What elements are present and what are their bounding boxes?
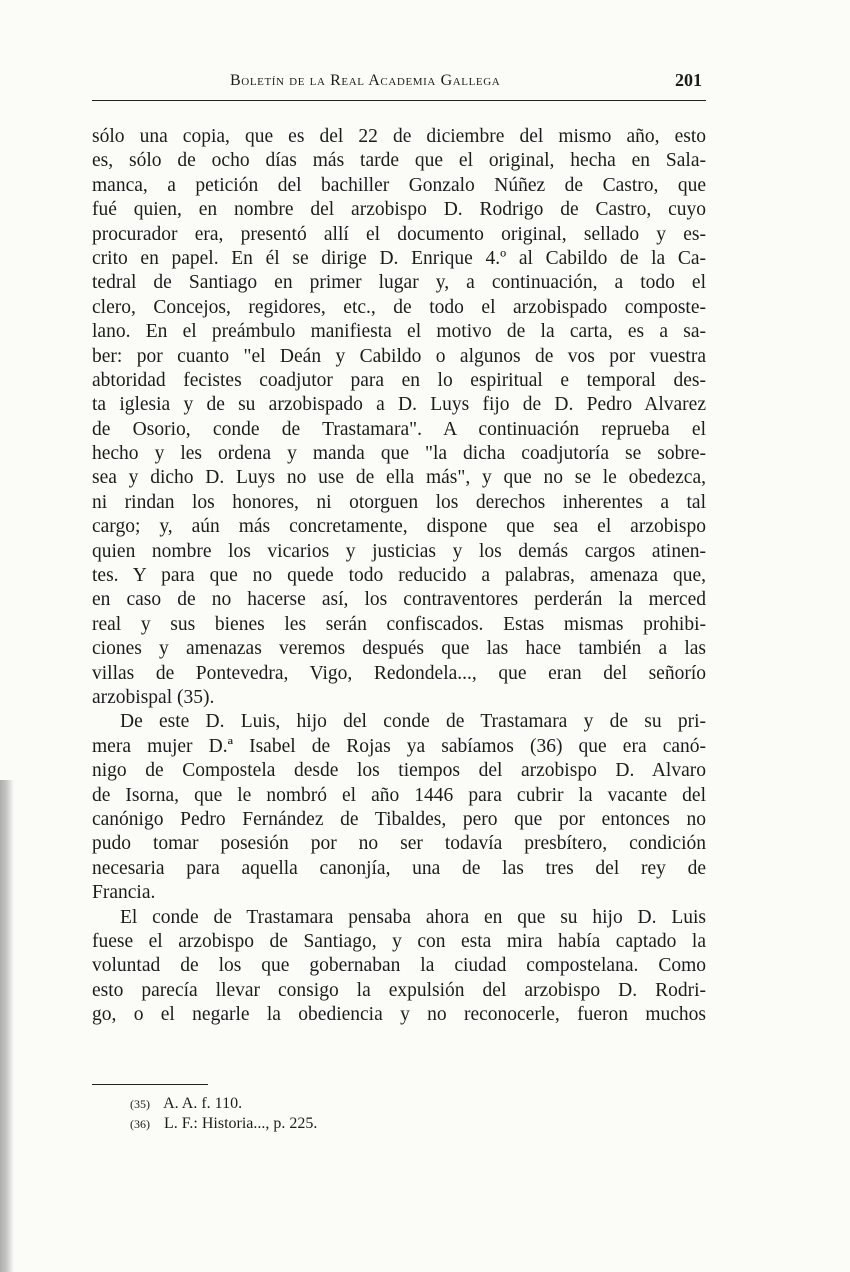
page-number: 201 (675, 70, 702, 90)
text-line: villas de Pontevedra, Vigo, Redondela..., que eran del señorío (92, 662, 706, 684)
text-line: pudo tomar posesión por no ser todavía presbítero, condición (92, 833, 706, 855)
text-line: ber: por cuanto "el Deán y Cabildo o algunos de vos por vuestra (92, 345, 706, 367)
text-line: tedral de Santiago en primer lugar y, a continuación, a todo el (92, 272, 706, 294)
text-line: De este D. Luis, hijo del conde de Trastamara y de su pri- (120, 711, 706, 733)
footnotes (130, 1094, 530, 1134)
text-line: ta iglesia y de su arzobispado a D. Luys fijo de D. Pedro Alvarez (92, 394, 706, 416)
text-line: fuese el arzobispo de Santiago, y con esta mira había captado la (92, 930, 706, 952)
text-line: hecho y les ordena y manda que "la dicha coadjutoría se sobre- (92, 443, 706, 465)
text-line: nigo de Compostela desde los tiempos del arzobispo D. Alvaro (92, 760, 706, 782)
footnote (130, 1114, 530, 1134)
text-line: go, o el negarle la obediencia y no reconocerle, fueron muchos (92, 1004, 706, 1026)
footnote-text: L. F.: Historia..., p. 225. (164, 1115, 318, 1132)
text-line: fué quien, en nombre del arzobispo D. Rodrigo de Castro, cuyo (92, 199, 706, 221)
text-line: ni rindan los honores, ni otorguen los derechos inherentes a tal (92, 491, 706, 513)
text-line: clero, Concejos, regidores, etc., de todo el arzobispado composte- (92, 296, 706, 318)
text-line: mera mujer D.ª Isabel de Rojas ya sabíamos (36) que era canó- (92, 735, 706, 757)
footnote-divider (92, 1084, 208, 1085)
text-line: abtoridad fecistes coadjutor para en lo espiritual e temporal des- (92, 369, 706, 391)
text-line: en caso de no hacerse así, los contraventores perderán la merced (92, 589, 706, 611)
text-line: de Isorna, que le nombró el año 1446 para cubrir la vacante del (92, 784, 706, 806)
text-line: procurador era, presentó allí el documento original, sellado y es- (92, 223, 706, 245)
footnote-number: (36) (130, 1117, 150, 1131)
text-line: tes. Y para que no quede todo reducido a palabras, amenaza que, (92, 565, 706, 587)
text-line: es, sólo de ocho días más tarde que el original, hecha en Sala- (92, 150, 706, 172)
text-line: manca, a petición del bachiller Gonzalo Núñez de Castro, que (92, 174, 706, 196)
footnote-number: (35) (130, 1097, 150, 1111)
text-line: crito en papel. En él se dirige D. Enrique 4.º al Cabildo de la Ca- (92, 247, 706, 269)
body-text (92, 125, 706, 1027)
running-title: Boletín de la Real Academia Gallega (230, 72, 501, 89)
footnote-text: A. A. f. 110. (163, 1095, 243, 1112)
text-line: sólo una copia, que es del 22 de diciembre del mismo año, esto (92, 126, 706, 147)
text-line: El conde de Trastamara pensaba ahora en que su hijo D. Luis (120, 906, 706, 928)
text-line: real y sus bienes les serán confiscados. Estas mismas prohibi- (92, 613, 706, 635)
text-line: voluntad de los que gobernaban la ciudad compostelana. Como (92, 955, 706, 977)
text-line: ciones y amenazas veremos después que las hace también a las (92, 638, 706, 660)
page-header (92, 70, 706, 101)
text-line: necesaria para aquella canonjía, una de las tres del rey de (92, 857, 706, 879)
scan-shadow-edge (0, 780, 14, 1272)
text-line: lano. En el preámbulo manifiesta el motivo de la carta, es a sa- (92, 321, 706, 343)
text-line: canónigo Pedro Fernández de Tibaldes, pero que por entonces no (92, 808, 706, 830)
text-line: Francia. (92, 882, 156, 904)
footnote (130, 1094, 530, 1114)
text-line: sea y dicho D. Luys no use de ella más", y que no se le obedezca, (92, 467, 706, 489)
text-line: arzobispal (35). (92, 686, 215, 708)
text-line: quien nombre los vicarios y justicias y los demás cargos atinen- (92, 540, 706, 562)
text-line: cargo; y, aún más concretamente, dispone que sea el arzobispo (92, 516, 706, 538)
text-line: esto parecía llevar consigo la expulsión del arzobispo D. Rodri- (92, 979, 706, 1001)
text-line: de Osorio, conde de Trastamara". A continuación reprueba el (92, 418, 706, 440)
